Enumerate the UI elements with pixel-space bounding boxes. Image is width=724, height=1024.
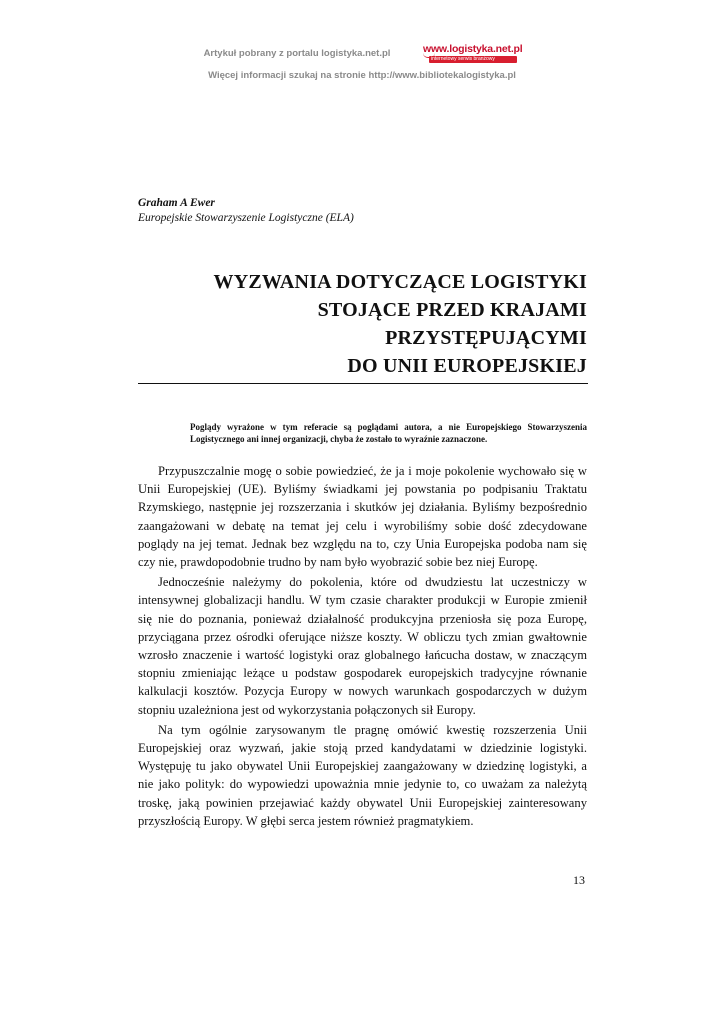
author-affiliation: Europejskie Stowarzyszenie Logistyczne (ELA) bbox=[138, 212, 354, 224]
download-notice: Artykuł pobrany z portalu logistyka.net.pl bbox=[203, 48, 391, 59]
article-body bbox=[138, 462, 587, 832]
title-line: PRZYSTĘPUJĄCYMI bbox=[385, 327, 587, 349]
title-divider bbox=[138, 383, 588, 384]
portal-logo[interactable] bbox=[423, 43, 521, 65]
logo-text: www.logistyka.net.pl bbox=[423, 43, 523, 55]
paragraph: Przypuszczalnie mogę o sobie powiedzieć, że ja i moje pokolenie wychowało się w Unii Europejskiej (UE). Byliśmy świadkami jej powstania po podpisaniu Traktatu Rzymskiego, następnie jej rozszerzania i skutków jej działania. Byliśmy bezpośrednio zaangażowani w debatę na temat jej celu i wyrobiliśmy sobie dość zdecydowane poglądy na jej temat. Jednak bez względu na to, czy Unia Europejska podoba nam się czy nie, prawdopodobnie trudno by nam było wyobrazić sobie bez niej Europę. bbox=[138, 464, 587, 570]
title-line: STOJĄCE PRZED KRAJAMI bbox=[317, 299, 587, 321]
title-line: DO UNII EUROPEJSKIEJ bbox=[347, 355, 587, 377]
page-number: 13 bbox=[573, 873, 585, 887]
more-info-notice: Więcej informacji szukaj na stronie http://www.bibliotekalogistyka.pl bbox=[208, 70, 516, 81]
paragraph: Jednocześnie należymy do pokolenia, które od dwudziestu lat uczestniczy w intensywnej globalizacji handlu. W tym czasie charakter produkcji w Europie zmienił się nie do poznania, ponieważ działalność produkcyjna przeniosła się poza Europę, przyciągana przez ośrodki oferujące niższe koszty. W obliczu tych zmian gwałtownie wzrosło znaczenie i wartość logistyki oraz globalnego łańcucha dostaw, w znaczącym stopniu zmieniając leżące u podstaw gospodarek europejskich tradycyjne równanie kalkulacji kosztów. Pozycja Europy w nowych warunkach gospodarczych w dużym stopniu uzależniona jest od wykorzystania połączonych sił Europy. bbox=[138, 575, 587, 717]
paragraph: Na tym ogólnie zarysowanym tle pragnę omówić kwestię rozszerzenia Unii Europejskiej oraz wyzwań, jakie stoją przed kandydatami w dziedzinie logistyki. Występuję tu jako obywatel Unii Europejskiej zaangażowany w dziedzinę logistyki, a nie jako polityk: do wypowiedzi upoważnia mnie jedynie to, co uważam za należytą troskę, jaką powinien przejawiać każdy obywatel Unii Europejskiej zainteresowany przyszłością Europy. W głębi serca jestem również pragmatykiem. bbox=[138, 722, 587, 828]
disclaimer: Poglądy wyrażone w tym referacie są poglądami autora, a nie Europejskiego Stowarzyszenia Logistycznego ani innej organizacji, chyba że zostało to wyraźnie zaznaczone. bbox=[190, 422, 587, 444]
author-name: Graham A Ewer bbox=[138, 197, 215, 209]
title-line: WYZWANIA DOTYCZĄCE LOGISTYKI bbox=[213, 271, 587, 293]
article-title bbox=[138, 268, 587, 380]
logo-tagline: internetowy serwis branżowy bbox=[431, 55, 495, 62]
